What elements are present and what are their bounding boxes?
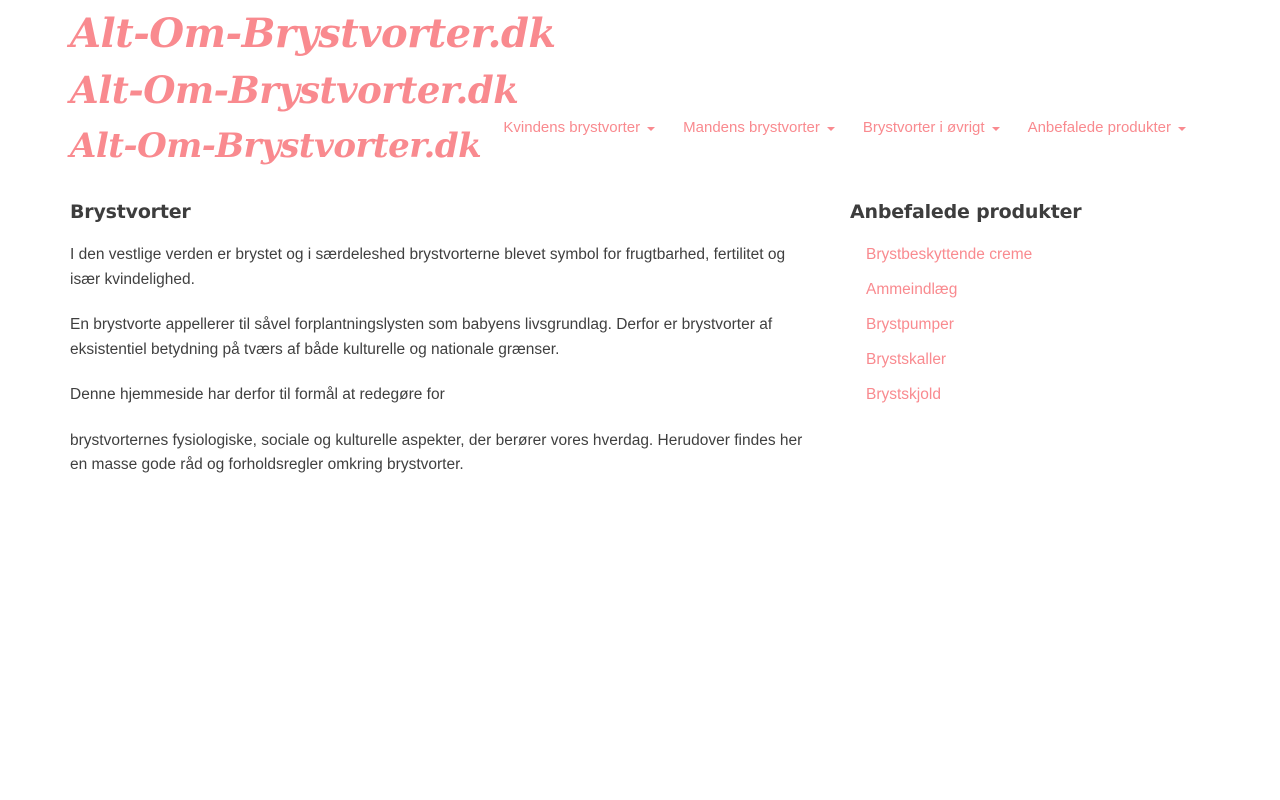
nav-item-mandens-brystvorter[interactable] <box>669 118 849 138</box>
main-column <box>70 200 810 478</box>
nav-item-label: Mandens brystvorter <box>683 119 820 136</box>
sidebar-link-brystpumper[interactable]: Brystpumper <box>866 316 954 333</box>
sidebar <box>850 200 1210 417</box>
nav-item-label: Kvindens brystvorter <box>503 119 641 136</box>
list-item <box>850 242 1210 267</box>
nav-item-kvindens-brystvorter[interactable] <box>489 118 669 138</box>
intro-paragraph-2: En brystvorte appellerer til såvel forplantningslysten som babyens livsgrundlag. Derfor er brystvorter af eksistentiel betydning på tværs af både kulturelle og nationale grænser. <box>70 316 773 358</box>
nav-item-label: Anbefalede produkter <box>1027 119 1171 136</box>
sidebar-link-brystbeskyttende-creme[interactable]: Brystbeskyttende creme <box>866 246 1033 263</box>
list-item <box>850 347 1210 372</box>
recommended-products-list <box>850 242 1210 407</box>
sidebar-link-ammeindlaeg[interactable]: Ammeindlæg <box>866 281 958 298</box>
sidebar-link-brystskaller[interactable]: Brystskaller <box>866 351 947 368</box>
chevron-down-icon <box>1178 127 1186 131</box>
site-header <box>0 0 1280 200</box>
logo-line-3: Alt-Om-Brystvorter.dk <box>70 126 482 166</box>
page-title: Brystvorter <box>70 201 191 223</box>
logo-line-2: Alt-Om-Brystvorter.dk <box>70 68 519 112</box>
list-item <box>850 312 1210 337</box>
list-item <box>850 382 1210 407</box>
nav-item-anbefalede-produkter[interactable] <box>1014 118 1200 138</box>
intro-paragraph-4: brystvorternes fysiologiske, sociale og kulturelle aspekter, der berører vores hverdag. Herudover findes her en masse gode råd og forholdsregler omkring brystvorter. <box>70 431 803 473</box>
logo-line-1: Alt-Om-Brystvorter.dk <box>70 10 556 57</box>
chevron-down-icon <box>647 127 655 131</box>
nav-item-brystvorter-i-ovrigt[interactable] <box>849 118 1014 138</box>
sidebar-title: Anbefalede produkter <box>850 201 1082 223</box>
list-item <box>850 277 1210 302</box>
sidebar-link-brystskjold[interactable]: Brystskjold <box>866 386 941 403</box>
intro-paragraph-1: I den vestlige verden er brystet og i særdeleshed brystvorterne blevet symbol for frugtbarhed, fertilitet og især kvindelighed. <box>70 246 786 288</box>
nav-item-label: Brystvorter i øvrigt <box>862 119 985 136</box>
chevron-down-icon <box>992 127 1000 131</box>
main-navigation <box>489 118 1200 138</box>
site-logo[interactable] <box>70 10 556 166</box>
chevron-down-icon <box>827 127 835 131</box>
intro-paragraph-3: Denne hjemmeside har derfor til formål at redegøre for <box>70 386 445 403</box>
